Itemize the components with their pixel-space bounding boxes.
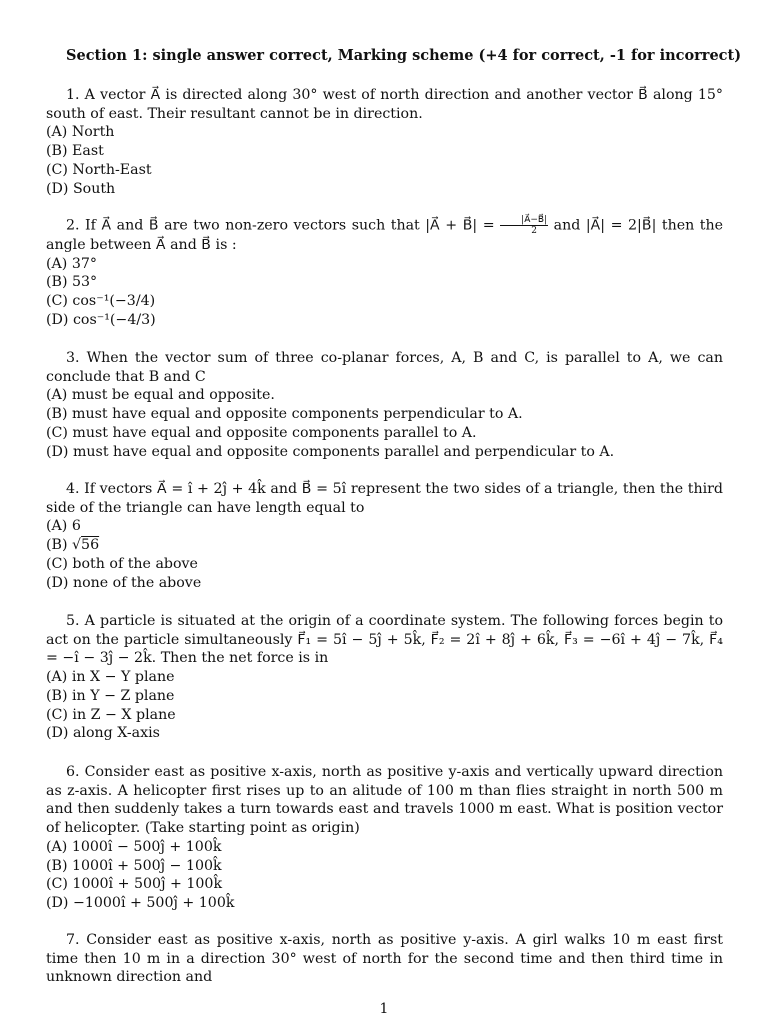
option-c: (C) both of the above [46,555,198,572]
question-text: 4. If vectors A⃗ = î + 2ĵ + 4k̂ and B⃗ = 5î represent the two sides of a triangle, then the third side of the triangle can have length equal to [46,481,723,516]
option-c: (C) 1000î + 500ĵ + 100k̂ [46,876,223,893]
question-text-before-fraction: 2. If A⃗ and B⃗ are two non-zero vectors such that |A⃗ + B⃗| = [66,217,501,234]
page-number: 1 [379,1001,389,1017]
question-1 [46,86,723,198]
question-4 [46,480,723,592]
question-7 [46,931,723,987]
question-5 [46,612,723,743]
option-c: (C) North-East [46,161,152,178]
option-b: (B) East [46,143,104,160]
option-c: (C) must have equal and opposite components parallel to A. [46,424,477,441]
option-b [46,536,723,555]
option-b: (B) 1000î + 500ĵ − 100k̂ [46,857,222,874]
option-a: (A) in X − Y plane [46,669,175,686]
square-root-radicand: 56 [81,537,100,554]
option-d: (D) cos⁻¹(−4/3) [46,311,156,328]
option-d: (D) none of the above [46,574,202,591]
option-a: (A) North [46,124,115,141]
question-text-after-fraction: and |A⃗| = 2|B⃗| then the angle between A⃗ and B⃗ is : [46,217,723,253]
option-d: (D) must have equal and opposite components parallel and perpendicular to A. [46,443,615,460]
fraction [500,215,548,236]
question-text: 5. A particle is situated at the origin of a coordinate system. The following forces begin to act on the particle simultaneously F⃗₁ = 5î − 5ĵ + 5k̂, F⃗₂ = 2î + 8ĵ + 6k̂, F⃗₃ = −6î + 4ĵ − 7k̂, F⃗₄ = −î − 3ĵ − 2k̂. Then the net force is in [46,613,723,667]
question-text [46,215,723,255]
option-a: (A) must be equal and opposite. [46,387,275,404]
question-2 [46,215,723,330]
option-c: (C) cos⁻¹(−3/4) [46,293,156,310]
question-text: 6. Consider east as positive x-axis, north as positive y-axis and vertically upward direction as z-axis. A helicopter first rises up to an alitude of 100 m than flies straight in north 500 m and then suddenly takes a turn towards east and travels 1000 m east. What is position vector of helicopter. (Take starting point as origin) [46,764,723,837]
question-6 [46,763,723,913]
question-text: 7. Consider east as positive x-axis, north as positive y-axis. A girl walks 10 m east first time then 10 m in a direction 30° west of north for the second time and then third time in unknown direction and [46,932,723,986]
question-text: 1. A vector A⃗ is directed along 30° west of north direction and another vector B⃗ along 15° south of east. Their resultant cannot be in direction. [46,87,723,122]
option-d: (D) along X-axis [46,725,160,742]
question-3 [46,349,723,461]
option-b: (B) 53° [46,274,98,291]
option-a: (A) 37° [46,255,97,272]
option-d: (D) −1000î + 500ĵ + 100k̂ [46,894,235,911]
option-b: (B) must have equal and opposite components perpendicular to A. [46,406,523,423]
option-b-prefix: (B) √ [46,537,82,554]
question-text: 3. When the vector sum of three co-planar forces, A, B and C, is parallel to A, we can conclude that B and C [46,350,723,385]
option-a: (A) 1000î − 500ĵ + 100k̂ [46,838,222,855]
fraction-denominator: 2 [531,226,537,236]
option-c: (C) in Z − X plane [46,706,176,723]
option-d: (D) South [46,180,116,197]
option-b: (B) in Y − Z plane [46,687,175,704]
option-a: (A) 6 [46,518,81,535]
section-title: Section 1: single answer correct, Marking scheme (+4 for correct, -1 for incorrect) [66,47,742,64]
fraction-numerator: |A⃗−B⃗| [500,215,548,226]
